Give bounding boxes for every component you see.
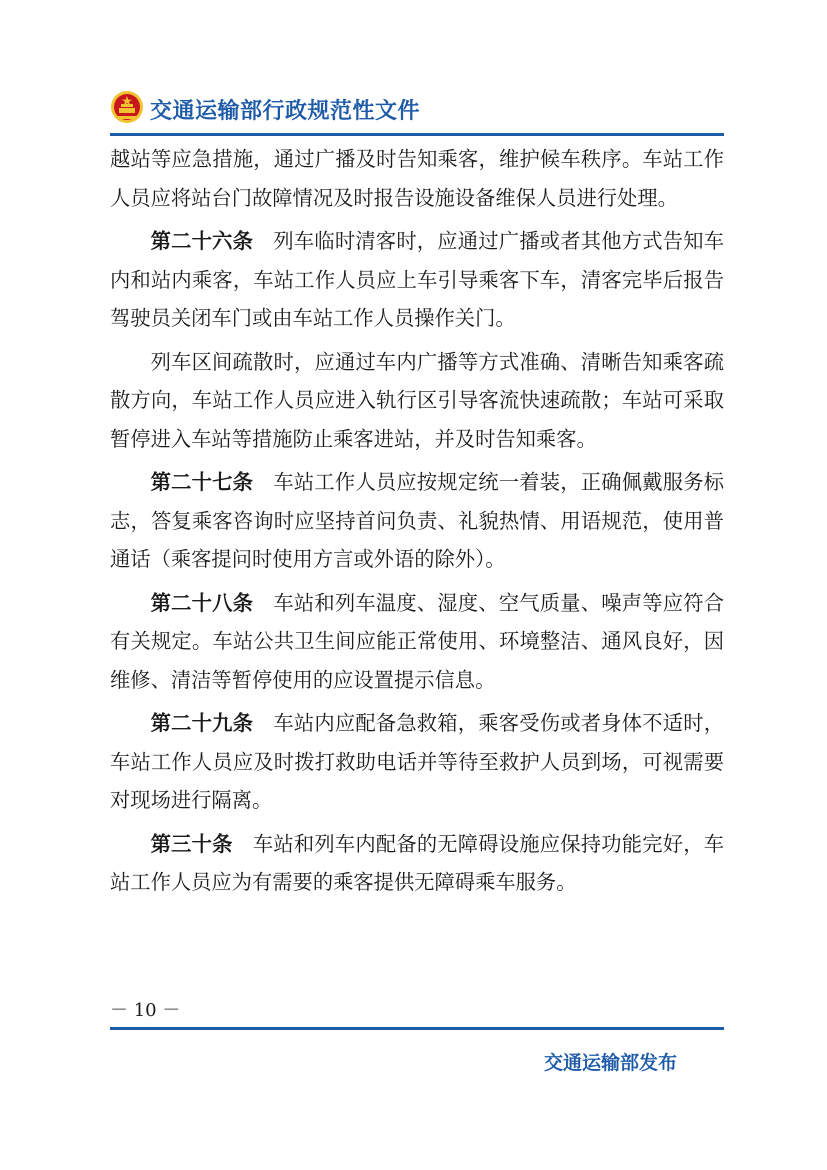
paragraph-text: 列车区间疏散时，应通过车内广播等方式准确、清晰告知乘客疏散方向，车站工作人员应进入轨行区引导客流快速疏散；车站可采取暂停进入车站等措施防止乘客进站，并及时告知乘客。	[110, 349, 724, 451]
paragraph-text: 越站等应急措施，通过广播及时告知乘客，维护候车秩序。车站工作人员应将站台门故障情况及时报告设施设备维保人员进行处理。	[110, 147, 724, 210]
article-paragraph	[110, 463, 724, 579]
paragraph-text: 车站内应配备急救箱，乘客受伤或者身体不适时，车站工作人员应及时拨打救助电话并等待至救护人员到场，可视需要对现场进行隔离。	[110, 711, 724, 812]
article-paragraph	[110, 222, 724, 338]
article-paragraph	[110, 825, 724, 902]
paragraph	[110, 140, 724, 217]
footer-divider	[110, 1027, 724, 1030]
article-number: 第二十八条	[150, 590, 254, 615]
paragraph-text: 列车临时清客时，应通过广播或者其他方式告知车内和站内乘客，车站工作人员应上车引导乘客下车，清客完毕后报告驾驶员关闭车门或由车站工作人员操作关门。	[110, 229, 724, 330]
paragraph-text: 车站和列车温度、湿度、空气质量、噪声等应符合有关规定。车站公共卫生间应能正常使用、环境整洁、通风良好，因维修、清洁等暂停使用的应设置提示信息。	[110, 590, 724, 692]
national-emblem-icon	[110, 90, 144, 124]
article-number: 第三十条	[150, 831, 233, 856]
paragraph	[110, 343, 724, 459]
paragraph-text: 车站和列车内配备的无障碍设施应保持功能完好，车站工作人员应为有需要的乘客提供无障碍乘车服务。	[110, 831, 724, 894]
article-paragraph	[110, 584, 724, 700]
article-number: 第二十六条	[150, 229, 254, 253]
document-header	[110, 86, 724, 132]
paragraph-text: 车站工作人员应按规定统一着装，正确佩戴服务标志，答复乘客咨询时应坚持首问负责、礼貌热情、用语规范，使用普通话（乘客提问时使用方言或外语的除外）。	[110, 470, 724, 571]
article-number: 第二十九条	[150, 711, 254, 735]
header-divider	[110, 133, 724, 136]
article-paragraph	[110, 704, 724, 820]
article-number: 第二十七条	[150, 470, 254, 494]
publisher-label: 交通运输部发布	[543, 1052, 677, 1074]
document-series-title: 交通运输部行政规范性文件	[150, 99, 421, 124]
page-number: － 10 －	[110, 1000, 181, 1021]
document-body	[110, 140, 724, 902]
